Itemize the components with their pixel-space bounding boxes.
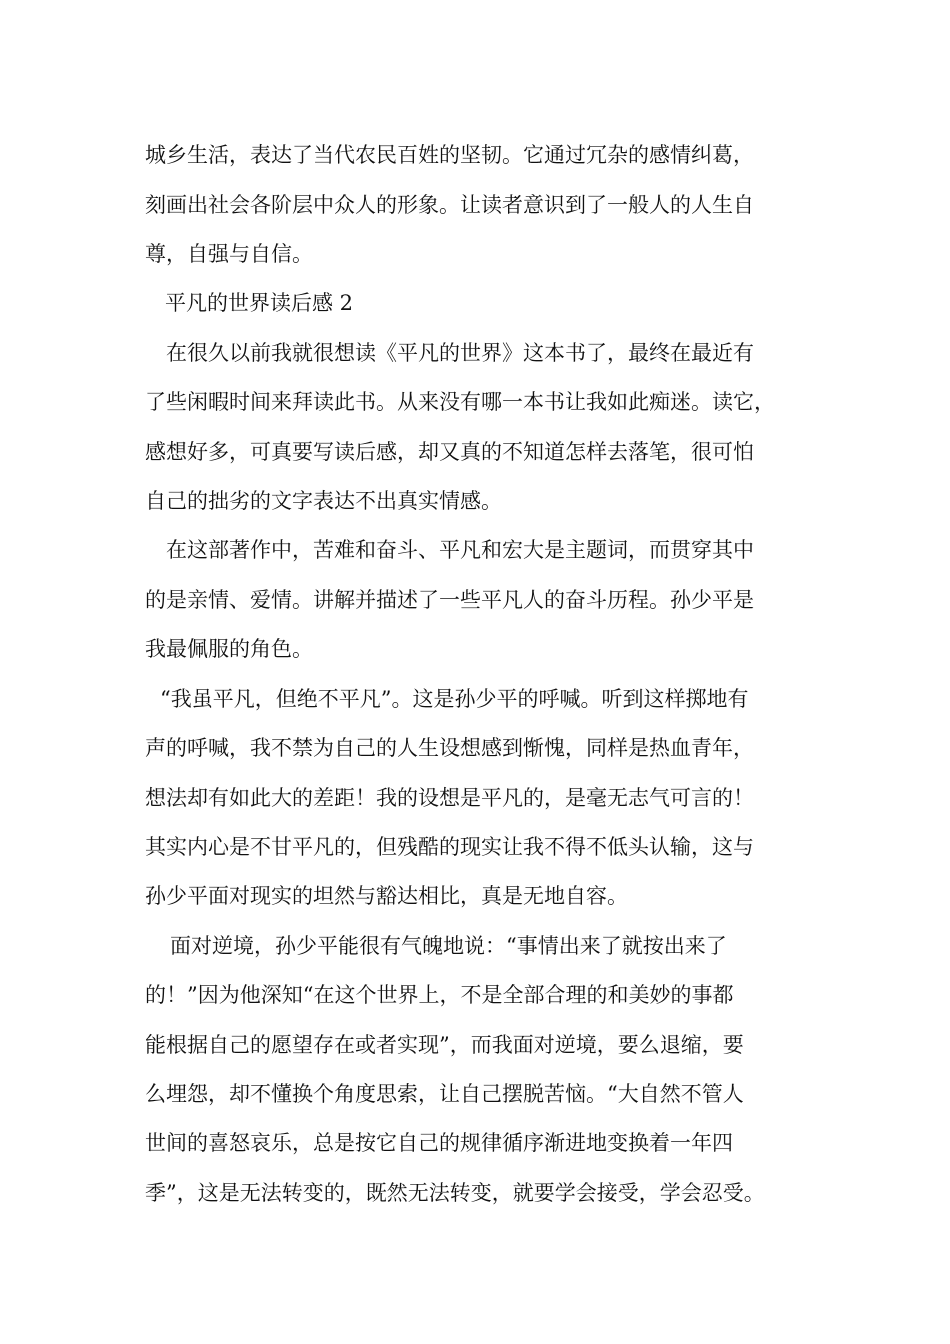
text-line: 尊，自强与自信。: [145, 242, 313, 266]
text-line: 我最佩服的角色。: [145, 637, 313, 661]
text-line: 其实内心是不甘平凡的，但残酷的现实让我不得不低头认输，这与: [145, 835, 754, 859]
text-line: 想法却有如此大的差距！我的设想是平凡的，是毫无志气可言的！: [145, 786, 754, 810]
text-line: 能根据自己的愿望存在或者实现”，而我面对逆境，要么退缩，要: [145, 1033, 744, 1057]
text-line: 的是亲情、爱情。讲解并描述了一些平凡人的奋斗历程。孙少平是: [145, 588, 754, 612]
text-line: 声的呼喊，我不禁为自己的人生设想感到惭愧，同样是热血青年，: [145, 736, 754, 760]
section-heading: 平凡的世界读后感 2: [165, 291, 354, 315]
text-line: 感想好多，可真要写读后感，却又真的不知道怎样去落笔，很可怕: [145, 440, 754, 464]
text-line: 自己的拙劣的文字表达不出真实情感。: [145, 489, 502, 513]
text-line: 世间的喜怒哀乐，总是按它自己的规律循序渐进地变换着一年四: [145, 1131, 733, 1155]
text-line: 的！”因为他深知“在这个世界上，不是全部合理的和美妙的事都: [145, 983, 734, 1007]
text-line: 城乡生活，表达了当代农民百姓的坚韧。它通过冗杂的感情纠葛，: [145, 143, 754, 167]
text-line: 在很久以前我就很想读《平凡的世界》这本书了，最终在最近有: [166, 341, 754, 365]
text-line: 么埋怨，却不懂换个角度思索，让自己摆脱苦恼。“大自然不管人: [145, 1082, 744, 1106]
text-line: 了些闲暇时间来拜读此书。从来没有哪一本书让我如此痴迷。读它，: [145, 390, 775, 414]
text-line: 孙少平面对现实的坦然与豁达相比，真是无地自容。: [145, 884, 628, 908]
text-line: 面对逆境，孙少平能很有气魄地说：“事情出来了就按出来了: [170, 934, 727, 958]
text-line: “我虽平凡，但绝不平凡”。这是孙少平的呼喊。听到这样掷地有: [160, 687, 749, 711]
text-line: 在这部著作中，苦难和奋斗、平凡和宏大是主题词，而贯穿其中: [166, 538, 754, 562]
text-line: 季”，这是无法转变的，既然无法转变，就要学会接受，学会忍受。: [145, 1181, 765, 1205]
text-line: 刻画出社会各阶层中众人的形象。让读者意识到了一般人的人生自: [145, 193, 754, 217]
